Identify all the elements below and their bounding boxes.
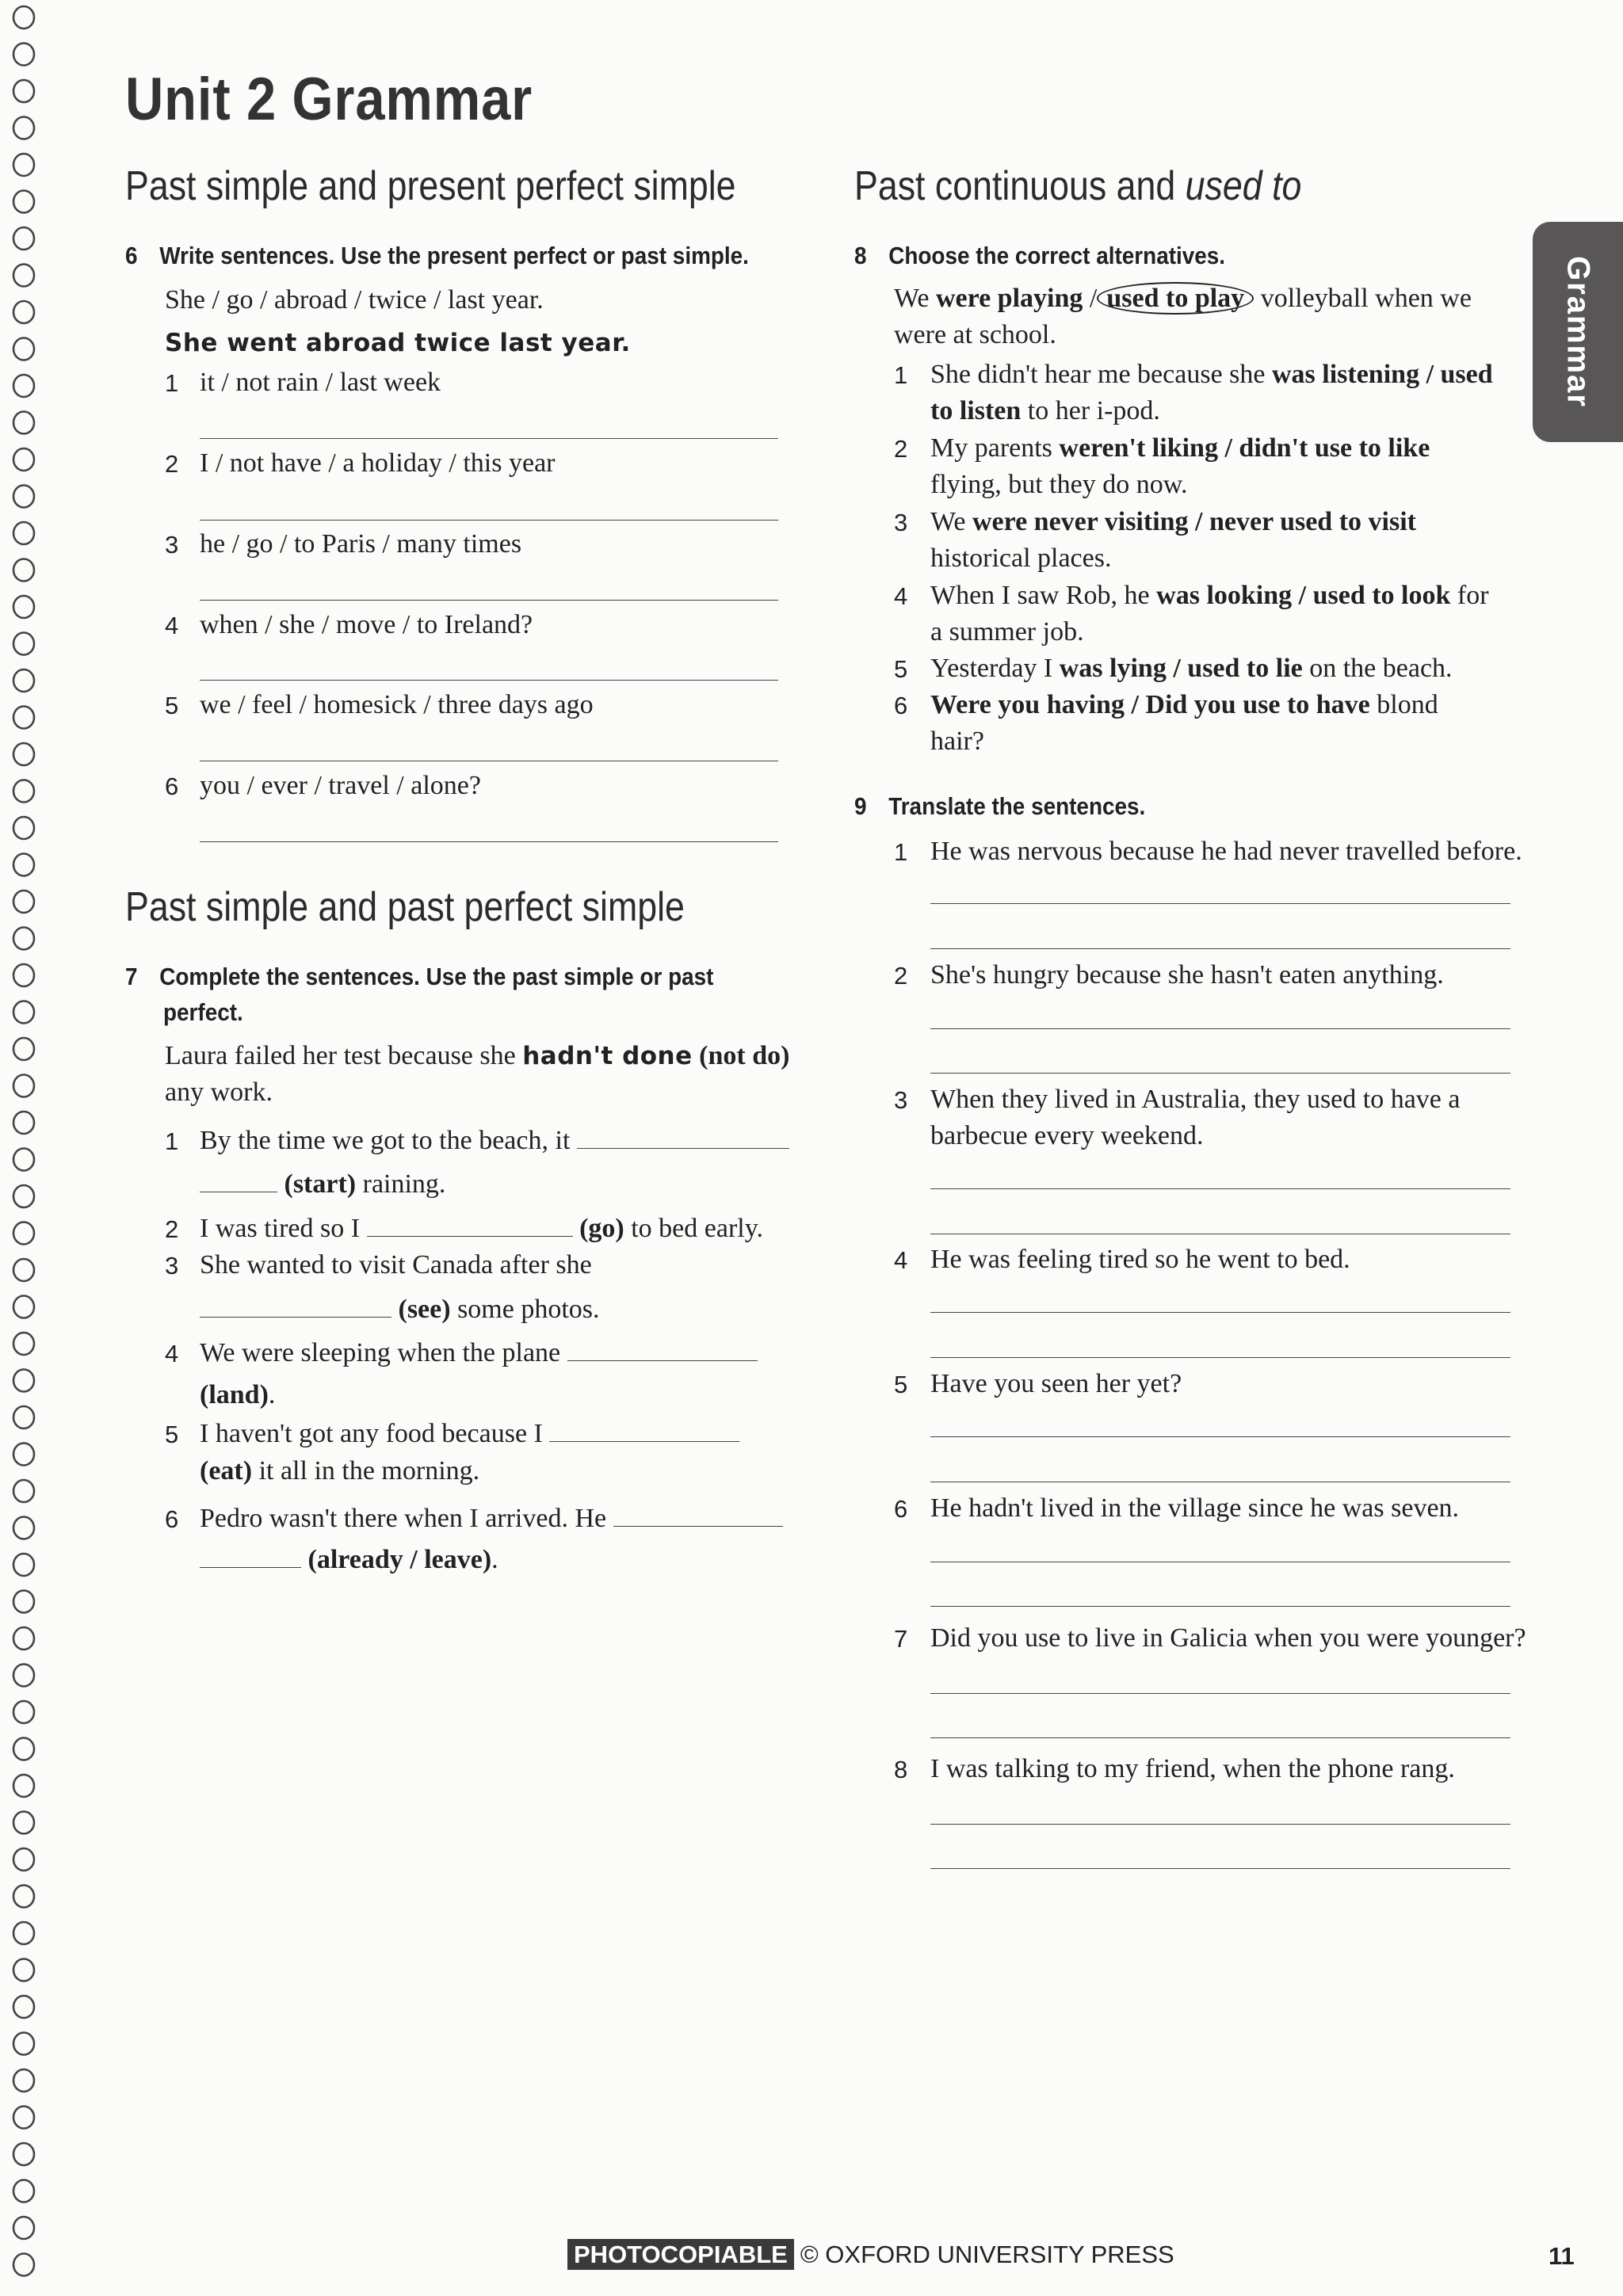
item-number: 3 [165, 531, 179, 559]
ex8-item-cont: a summer job. [930, 617, 1084, 646]
answer-line[interactable] [930, 903, 1510, 904]
item-number: 1 [165, 1127, 179, 1155]
unit-title: Unit 2 Grammar [125, 66, 533, 133]
ex6-item-text: you / ever / travel / alone? [200, 771, 481, 800]
example-sep: / [1083, 284, 1098, 313]
answer-line[interactable] [930, 1312, 1510, 1313]
answer-line[interactable] [200, 600, 778, 601]
example-answer: She went abroad twice last year. [165, 329, 631, 357]
item-text: My parents [930, 433, 1060, 463]
answer-line[interactable] [930, 1693, 1510, 1694]
item-number: 4 [165, 1340, 179, 1367]
instruction-text: Write sentences. Use the present perfect or past simple. [159, 242, 749, 269]
answer-line[interactable] [200, 520, 778, 521]
item-number: 6 [894, 1495, 908, 1523]
item-number: 2 [165, 450, 179, 478]
ex8-item-cont: hair? [930, 727, 984, 756]
answer-gap[interactable] [613, 1505, 783, 1527]
alternatives[interactable]: to listen [930, 396, 1022, 425]
ex9-sentence: When they lived in Australia, they used to have a [930, 1085, 1461, 1114]
ex7-item [200, 1335, 758, 1371]
answer-line[interactable] [200, 680, 778, 681]
copyright-text: © OXFORD UNIVERSITY PRESS [800, 2241, 1174, 2268]
section-heading-past-simple-past-perfect: Past simple and past perfect simple [125, 884, 685, 930]
verb-prompt: (start) [284, 1169, 357, 1199]
alternatives[interactable]: weren't liking / didn't use to like [1059, 433, 1430, 463]
verb-prompt: (eat) [200, 1456, 253, 1486]
verb-prompt: (not do) [699, 1041, 790, 1070]
exercise-number: 7 [125, 963, 138, 990]
ex9-sentence: She's hungry because she hasn't eaten anything. [930, 960, 1444, 990]
item-number: 7 [894, 1625, 908, 1653]
ex7-item-cont [200, 1166, 445, 1203]
answer-gap[interactable] [367, 1215, 573, 1237]
instruction-text: Translate the sentences. [888, 792, 1146, 820]
item-text: . [491, 1545, 498, 1574]
alternatives[interactable]: was looking / used to look [1156, 581, 1451, 610]
item-text: We were sleeping when the plane [200, 1338, 561, 1367]
item-text: blond [1369, 690, 1438, 719]
answer-gap[interactable] [549, 1421, 739, 1442]
show-through-text [840, 73, 854, 129]
answer-line[interactable] [930, 1357, 1510, 1358]
item-number: 1 [165, 369, 179, 397]
item-number: 3 [165, 1252, 179, 1280]
alternatives[interactable]: was lying / used to lie [1059, 654, 1303, 683]
item-number: 3 [894, 1086, 908, 1114]
alternatives[interactable]: Were you having / Did you use to have [930, 690, 1370, 719]
answer-line[interactable] [930, 1436, 1510, 1437]
item-text: Pedro wasn't there when I arrived. He [200, 1504, 607, 1533]
ex7-item-cont [200, 1542, 498, 1578]
ex6-item-text: we / feel / homesick / three days ago [200, 690, 594, 719]
exercise-number: 9 [854, 792, 867, 820]
answer-gap[interactable] [200, 1296, 391, 1318]
ex7-example-cont: any work. [165, 1077, 273, 1107]
heading-italic: used to [1185, 163, 1302, 209]
ex8-item [930, 687, 1438, 723]
ex9-sentence: He was nervous because he had never travelled before. [930, 837, 1522, 866]
ex8-item-cont: flying, but they do now. [930, 470, 1188, 499]
ex9-sentence: Have you seen her yet? [930, 1369, 1182, 1398]
item-number: 5 [894, 655, 908, 683]
grammar-side-tab [1533, 222, 1623, 442]
section-heading-past-simple-present-perfect: Past simple and present perfect simple [125, 163, 736, 209]
item-text: . [268, 1380, 276, 1409]
answer-line[interactable] [930, 1737, 1510, 1738]
answer-gap[interactable] [577, 1127, 789, 1149]
ex7-item-cont [200, 1291, 600, 1328]
exercise-number: 6 [125, 242, 138, 269]
ex8-item-cont [930, 393, 1160, 429]
answer-line[interactable] [930, 1606, 1510, 1607]
exercise-8-instruction [854, 242, 1225, 270]
item-text: I was tired so I [200, 1214, 361, 1243]
answer-line[interactable] [930, 1868, 1510, 1869]
item-number: 3 [894, 509, 908, 536]
answer-line[interactable] [200, 438, 778, 439]
item-number: 6 [894, 692, 908, 719]
item-number: 2 [165, 1215, 179, 1243]
ex7-example [165, 1038, 789, 1074]
example-answer: hadn't done [522, 1042, 693, 1070]
ex9-sentence: Did you use to live in Galicia when you were younger? [930, 1623, 1526, 1653]
ex9-sentence-cont: barbecue every weekend. [930, 1121, 1204, 1150]
answer-line[interactable] [930, 1028, 1510, 1029]
verb-prompt: (go) [579, 1214, 624, 1243]
ex8-example [894, 280, 1472, 317]
ex8-example-cont: were at school. [894, 320, 1056, 349]
item-text: to bed early. [624, 1214, 763, 1243]
ex9-sentence: I was talking to my friend, when the phone rang. [930, 1754, 1455, 1783]
ex6-item-text: it / not rain / last week [200, 368, 441, 397]
circled-option[interactable]: used to play [1097, 282, 1254, 315]
verb-prompt: (see) [398, 1295, 451, 1324]
ex8-item-cont: historical places. [930, 543, 1112, 573]
answer-line[interactable] [200, 841, 778, 842]
item-number: 1 [894, 361, 908, 389]
ex7-item [200, 1416, 739, 1452]
item-number: 2 [894, 962, 908, 990]
section-heading-past-continuous-used-to [854, 162, 1301, 210]
ex6-item-text: when / she / move / to Ireland? [200, 610, 533, 639]
photocopiable-badge: PHOTOCOPIABLE [567, 2239, 794, 2270]
item-number: 6 [165, 772, 179, 800]
ex6-item-text: I / not have / a holiday / this year [200, 448, 556, 478]
verb-prompt: (already / leave) [307, 1545, 492, 1574]
exercise-9-instruction [854, 792, 1145, 821]
item-number: 5 [165, 1421, 179, 1448]
ex7-item [200, 1501, 783, 1537]
example-text: volleyball when we [1254, 284, 1472, 313]
verb-prompt: (land) [200, 1380, 269, 1409]
item-text: for [1450, 581, 1489, 610]
ex8-item [930, 357, 1493, 393]
answer-line[interactable] [930, 948, 1510, 949]
item-number: 8 [894, 1756, 908, 1783]
heading-text: Past continuous and [854, 163, 1186, 209]
page-number: 11 [1549, 2242, 1575, 2270]
answer-gap[interactable] [200, 1171, 277, 1192]
ex7-item [200, 1211, 763, 1247]
spiral-rings-icon [0, 0, 48, 2296]
answer-gap[interactable] [567, 1340, 758, 1361]
item-number: 4 [894, 582, 908, 610]
answer-line[interactable] [930, 1188, 1510, 1189]
item-number: 6 [165, 1505, 179, 1533]
exercise-6-instruction [125, 242, 749, 270]
item-number: 5 [165, 692, 179, 719]
item-text: raining. [356, 1169, 446, 1199]
ex9-sentence: He hadn't lived in the village since he was seven. [930, 1493, 1460, 1523]
example-text: We [894, 284, 936, 313]
item-text: it all in the morning. [252, 1456, 480, 1486]
exercise-7-instruction-cont: perfect. [163, 998, 243, 1026]
example-option: were playing [935, 284, 1083, 313]
alternatives[interactable]: was listening / used [1271, 360, 1493, 389]
instruction-text: Choose the correct alternatives. [888, 242, 1226, 269]
answer-line[interactable] [930, 1824, 1510, 1825]
item-text: I haven't got any food because I [200, 1419, 543, 1448]
ex7-item [200, 1123, 789, 1159]
ex8-item [930, 430, 1430, 467]
item-number: 1 [894, 838, 908, 866]
ex7-item: She wanted to visit Canada after she [200, 1250, 592, 1280]
item-number: 4 [165, 612, 179, 639]
item-number: 5 [894, 1371, 908, 1398]
instruction-text: Complete the sentences. Use the past simple or past [159, 963, 714, 990]
item-text: She didn't hear me because she [930, 360, 1272, 389]
exercise-7-instruction [125, 963, 713, 991]
ex7-item-cont [200, 1453, 479, 1489]
answer-gap[interactable] [200, 1547, 301, 1568]
item-text: to her i-pod. [1021, 396, 1160, 425]
item-number: 2 [894, 435, 908, 463]
spiral-binding [0, 0, 48, 2296]
item-text: When I saw Rob, he [930, 581, 1157, 610]
ex8-item [930, 650, 1453, 687]
item-text: By the time we got to the beach, it [200, 1126, 571, 1155]
item-text: some photos. [450, 1295, 600, 1324]
item-text: Yesterday I [930, 654, 1060, 683]
example-prompt: She / go / abroad / twice / last year. [165, 285, 544, 315]
ex8-item [930, 578, 1489, 614]
item-text: We [930, 507, 972, 536]
item-number: 4 [894, 1246, 908, 1274]
example-text: Laura failed her test because she [165, 1041, 523, 1070]
ex9-sentence: He was feeling tired so he went to bed. [930, 1245, 1350, 1274]
grammar-tab-label: Grammar [1560, 256, 1596, 408]
ex6-item-text: he / go / to Paris / many times [200, 529, 522, 559]
exercise-number: 8 [854, 242, 867, 269]
alternatives[interactable]: were never visiting / never used to visit [972, 507, 1416, 536]
footer-copyright [567, 2241, 1174, 2269]
ex7-item-cont [200, 1377, 275, 1413]
ex8-item [930, 504, 1416, 540]
answer-line[interactable] [930, 1073, 1510, 1074]
item-text: on the beach. [1302, 654, 1453, 683]
